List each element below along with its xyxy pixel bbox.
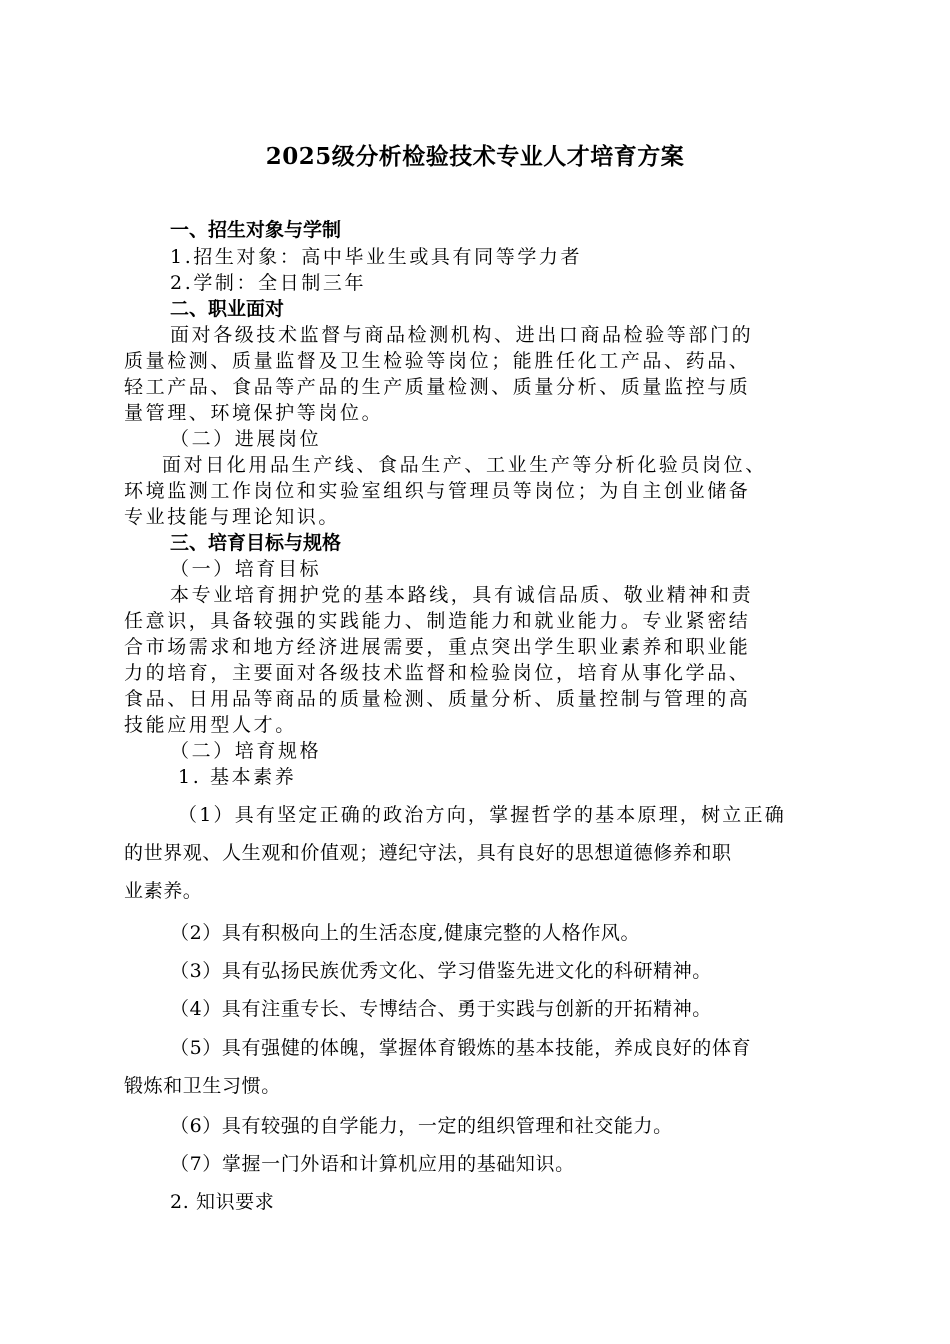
section-heading-enrollment: 一、招生对象与学制: [170, 219, 342, 241]
goal-paragraph-line: 技能应用型人才。: [124, 714, 297, 736]
career-paragraph-line: 面对各级技术监督与商品检测机构、进出口商品检验等部门的: [170, 324, 754, 346]
quality-item-1-line: 的世界观、人生观和价值观；遵纪守法，具有良好的思想道德修养和职: [124, 842, 732, 864]
document-title: 2025级分析检验技术专业人才培育方案: [265, 143, 685, 170]
subheading-training-spec: （二）培育规格: [170, 740, 322, 762]
development-paragraph-line: 面对日化用品生产线、食品生产、工业生产等分析化验员岗位、: [162, 454, 767, 476]
quality-item-6: （6）具有较强的自学能力，一定的组织管理和社交能力。: [170, 1115, 673, 1137]
quality-item-4: （4）具有注重专长、专博结合、勇于实践与创新的开拓精神。: [170, 998, 712, 1020]
career-paragraph-line: 轻工产品、食品等产品的生产质量检测、质量分析、质量监控与质: [124, 376, 751, 398]
quality-item-5-line: 锻炼和卫生习惯。: [124, 1075, 281, 1097]
goal-paragraph-line: 本专业培育拥护党的基本路线，具有诚信品质、敬业精神和责: [170, 584, 754, 606]
quality-item-5-line: （5）具有强健的体魄，掌握体育锻炼的基本技能，养成良好的体育: [170, 1037, 752, 1059]
subheading-development-posts: （二）进展岗位: [170, 428, 322, 450]
career-paragraph-line: 量管理、环境保护等岗位。: [124, 402, 384, 424]
item-basic-quality: 1. 基本素养: [178, 766, 297, 788]
study-duration-line: 2.学制：全日制三年: [170, 272, 367, 294]
development-paragraph-line: 环境监测工作岗位和实验室组织与管理员等岗位；为自主创业储备: [124, 480, 751, 502]
subheading-training-goal: （一）培育目标: [170, 558, 322, 580]
quality-item-1-line: （1）具有坚定正确的政治方向，掌握哲学的基本原理，树立正确: [178, 804, 786, 826]
enrollment-target-line: 1.招生对象：高中毕业生或具有同等学力者: [170, 246, 583, 268]
goal-paragraph-line: 力的培育，主要面对各级技术监督和检验岗位，培育从事化学品、: [124, 662, 751, 684]
section-heading-career: 二、职业面对: [170, 298, 285, 320]
career-paragraph-line: 质量检测、质量监督及卫生检验等岗位；能胜任化工产品、药品、: [124, 350, 751, 372]
quality-item-2: （2）具有积极向上的生活态度,健康完整的人格作风。: [170, 922, 641, 944]
goal-paragraph-line: 合市场需求和地方经济进展需要，重点突出学生职业素养和职业能: [124, 636, 751, 658]
quality-item-7: （7）掌握一门外语和计算机应用的基础知识。: [170, 1153, 575, 1175]
item-knowledge-requirements: 2. 知识要求: [170, 1191, 275, 1213]
goal-paragraph-line: 任意识，具备较强的实践能力、制造能力和就业能力。专业紧密结: [124, 610, 751, 632]
development-paragraph-line: 专业技能与理论知识。: [124, 506, 341, 528]
section-heading-training-goals: 三、培育目标与规格: [170, 532, 342, 554]
quality-item-1-line: 业素养。: [124, 880, 203, 902]
goal-paragraph-line: 食品、日用品等商品的质量检测、质量分析、质量控制与管理的高: [124, 688, 751, 710]
quality-item-3: （3）具有弘扬民族优秀文化、学习借鉴先进文化的科研精神。: [170, 960, 712, 982]
